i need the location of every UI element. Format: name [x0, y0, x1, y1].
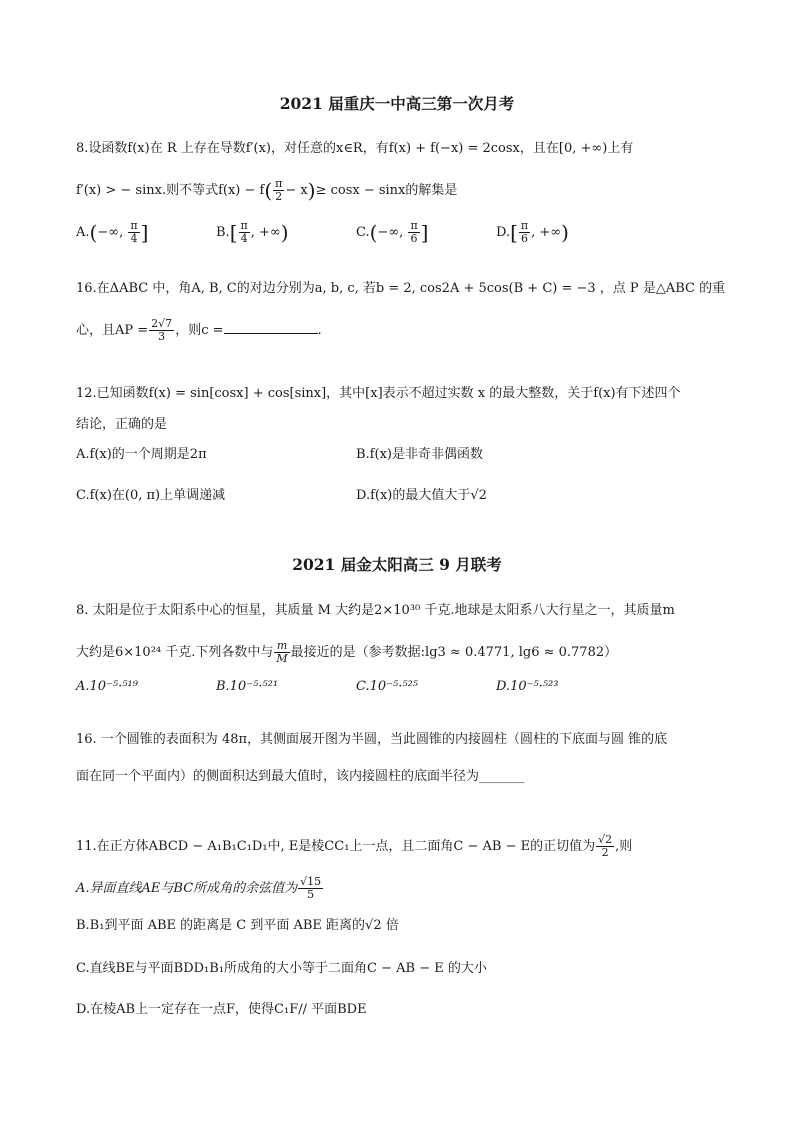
q8-frac-pi-2: $\frac{\pi}{2}$	[275, 177, 283, 203]
q16b-line1: 16. 一个圆锥的表面积为 48π，其侧面展开图为半圆，当此圆锥的内接圆柱（圆柱的下底面与圆 锥的底	[76, 732, 668, 747]
q8-option-a: A.(−∞, $\frac{\pi}{4}$ ]	[76, 219, 149, 245]
q8b-line1: 8. 太阳是位于太阳系中心的恒星，其质量 M 大约是2×10³⁰ 千克.地球是太阳系八大行星之一，其质量m	[76, 603, 675, 618]
q8-option-c: C.(−∞, $\frac{\pi}{6}$ ]	[356, 219, 429, 245]
q8b-option-a: A.10⁻⁵·⁵¹⁹	[76, 679, 138, 694]
q8-line1: 8.设函数f(x)在 R 上存在导数f′(x)，对任意的x∈R，有f(x) + f(−x) = 2cosx，且在[0, +∞)上有	[76, 141, 634, 156]
q16-frac: $\frac{2√7}{3}$	[151, 317, 173, 343]
q8-line2-c: ≥ cosx − sinx的解集是	[315, 183, 458, 198]
q12-line1: 12.已知函数f(x) = sin[cosx] + cos[sinx]，其中[x]表示不超过实数 x 的最大整数，关于f(x)有下述四个	[76, 386, 681, 401]
q12-option-c: C.f(x)在(0, π)上单调递减	[76, 488, 226, 503]
q8b-frac: $\frac{m}{M}$	[276, 639, 288, 665]
q11-option-d: D.在棱AB上一定存在一点F，使得C₁F// 平面BDE	[76, 1002, 367, 1017]
q8-option-b: B.[ $\frac{\pi}{4}$ , +∞)	[216, 219, 289, 245]
q16b-line2: 面在同一个平面内）的侧面积达到最大值时，该内接圆柱的底面半径为_______	[76, 769, 525, 784]
q11-option-c: C.直线BE与平面BDD₁B₁所成角的大小等于二面角C − AB − E 的大小	[76, 961, 487, 976]
q8b-option-b: B.10⁻⁵·⁵²¹	[216, 679, 279, 694]
q16-line1: 16.在ΔABC 中，角A, B, C的对边分别为a, b, c, 若b = 2, cos2A + 5cos(B + C) = −3 ，点 P 是△ABC 的重	[76, 281, 726, 296]
q12-option-b: B.f(x)是非奇非偶函数	[356, 447, 483, 462]
q12-option-a: A.f(x)的一个周期是2π	[76, 447, 207, 462]
answer-blank	[224, 333, 318, 334]
q11-frac: $\frac{√2}{2}$	[598, 833, 613, 859]
section-title-1: 2021 届重庆一中高三第一次月考	[279, 94, 515, 113]
q8-line2: f′(x) > − sinx.则不等式f(x) − f( $\frac{\pi}{2}$ − x)≥ cosx − sinx的解集是	[76, 177, 458, 203]
q11-line1: 11.在正方体ABCD − A₁B₁C₁D₁中, E是棱CC₁上一点，且二面角C − AB − E的正切值为 $\frac{√2}{2}$ ,则	[76, 833, 633, 859]
q12-option-d: D.f(x)的最大值大于√2	[356, 488, 487, 503]
q8-line2-b: − x	[285, 183, 308, 198]
section-title-2: 2021 届金太阳高三 9 月联考	[292, 555, 502, 574]
q8-line2-a: f′(x) > − sinx.则不等式f(x) − f	[76, 183, 265, 198]
q8b-option-c: C.10⁻⁵·⁵²⁵	[356, 679, 418, 694]
q8b-option-d: D.10⁻⁵·⁵²³	[496, 679, 559, 694]
q8-option-d: D.[ $\frac{\pi}{6}$ , +∞)	[496, 219, 569, 245]
q8b-line2: 大约是6×10²⁴ 千克.下列各数中与 $\frac{m}{M}$ 最接近的是（参考数据:lg3 ≈ 0.4771, lg6 ≈ 0.7782）	[76, 639, 618, 665]
q12-line2: 结论，正确的是	[76, 417, 168, 432]
q16-line2: 心，且AP = $\frac{2√7}{3}$ ，则c = .	[76, 317, 322, 343]
q11-optA-frac: $\frac{√15}{5}$	[300, 875, 322, 901]
q11-option-b: B.B₁到平面 ABE 的距离是 C 到平面 ABE 距离的√2 倍	[76, 918, 399, 933]
q11-option-a: A.异面直线AE与BC所成角的余弦值为 $\frac{√15}{5}$	[76, 875, 322, 901]
